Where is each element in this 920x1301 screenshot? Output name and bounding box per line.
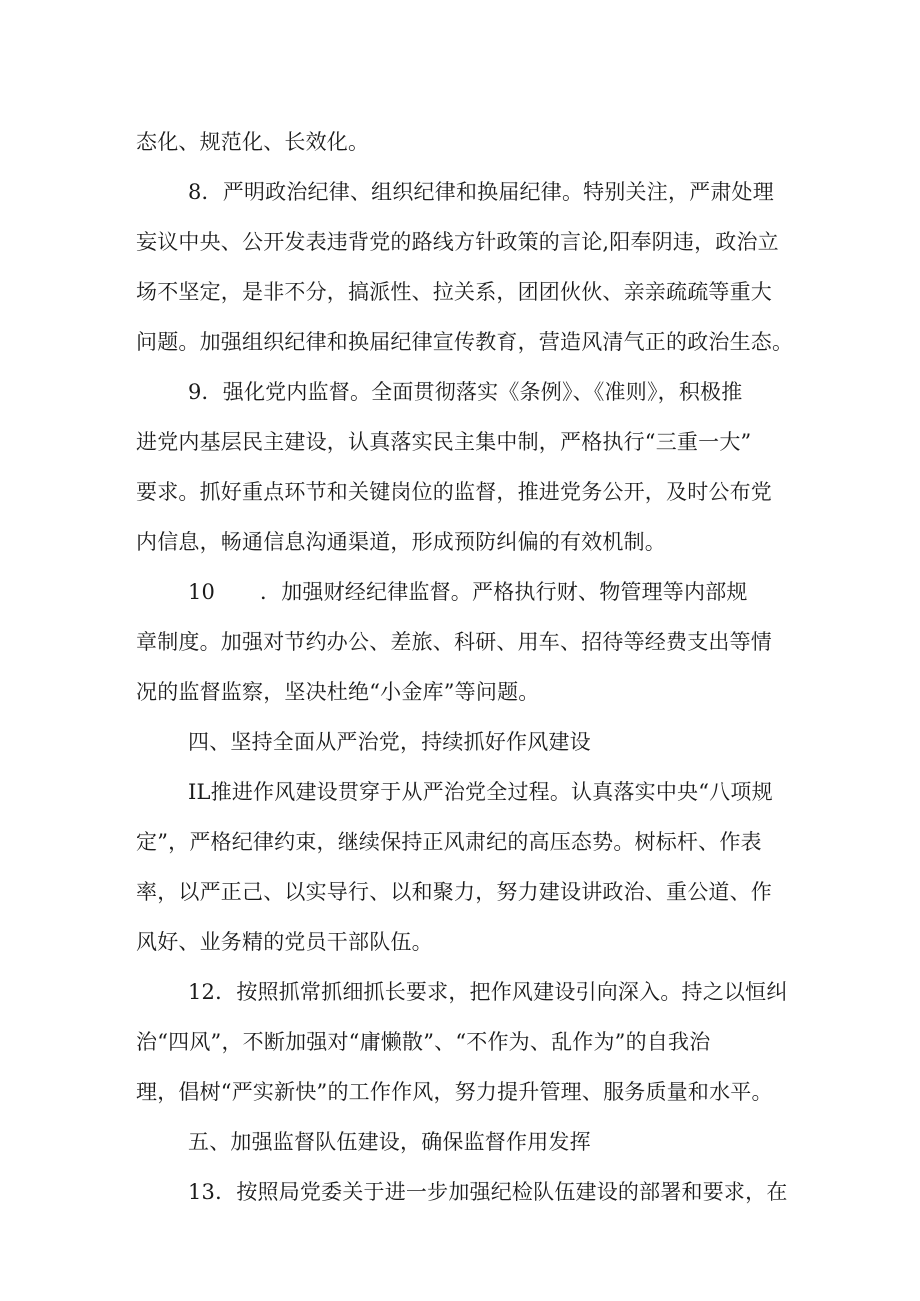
- item-12-heading-line: 12．按照抓常抓细抓长要求，把作风建设引向深入。持之以恒纠: [188, 980, 788, 1004]
- text-line: 率，以严正己、以实导行、以和聚力，努力建设讲政治、重公道、作: [136, 880, 772, 904]
- section-5-heading: 五、加强监督队伍建设，确保监督作用发挥: [188, 1130, 591, 1154]
- item-8-heading-line: 8．严明政治纪律、组织纪律和换届纪律。特别关注，严肃处理: [188, 180, 774, 204]
- item-9-heading-line: 9．强化党内监督。全面贯彻落实《条例》、《准则》，积极推: [188, 380, 743, 404]
- item-10-number: 10: [188, 580, 216, 604]
- text-line: 况的监督监察，坚决杜绝“小金库”等问题。: [136, 680, 540, 704]
- text-line: 态化、规范化、长效化。: [136, 130, 370, 154]
- item-11-heading-line: IL推进作风建设贯穿于从严治党全过程。认真落实中央“八项规: [188, 780, 773, 804]
- text-line: 进党内基层民主建设，认真落实民主集中制，严格执行“三重一大”: [136, 430, 752, 454]
- text-line: 内信息，畅通信息沟通渠道，形成预防纠偏的有效机制。: [136, 530, 666, 554]
- text-line: 风好、业务精的党员干部队伍。: [136, 930, 433, 954]
- text-line: 要求。抓好重点环节和关键岗位的监督，推进党务公开，及时公布党: [136, 480, 772, 504]
- text-line: 治“四风”，不断加强对“庸懒散”、“不作为、乱作为”的自我治: [136, 1030, 711, 1054]
- item-13-heading-line: 13．按照局党委关于进一步加强纪检队伍建设的部署和要求，在: [188, 1180, 788, 1204]
- text-line: 章制度。加强对节约办公、差旅、科研、用车、招待等经费支出等情: [136, 630, 772, 654]
- text-line: 场不坚定，是非不分，搞派性、拉关系，团团伙伙、亲亲疏疏等重大: [136, 280, 772, 304]
- text-line: 问题。加强组织纪律和换届纪律宣传教育，营造风清气正的政治生态。: [136, 330, 794, 354]
- section-4-heading: 四、坚持全面从严治党，持续抓好作风建设: [188, 730, 591, 754]
- text-line: 定”，严格纪律约束，继续保持正风肃纪的高压态势。树标杆、作表: [136, 830, 762, 854]
- text-line: 理，倡树“严实新快”的工作作风，努力提升管理、服务质量和水平。: [136, 1080, 773, 1104]
- text-line: 妄议中央、公开发表违背党的路线方针政策的言论,阳奉阴违，政治立: [136, 230, 779, 254]
- item-10-heading-line: ．加强财经纪律监督。严格执行财、物管理等内部规: [260, 580, 748, 604]
